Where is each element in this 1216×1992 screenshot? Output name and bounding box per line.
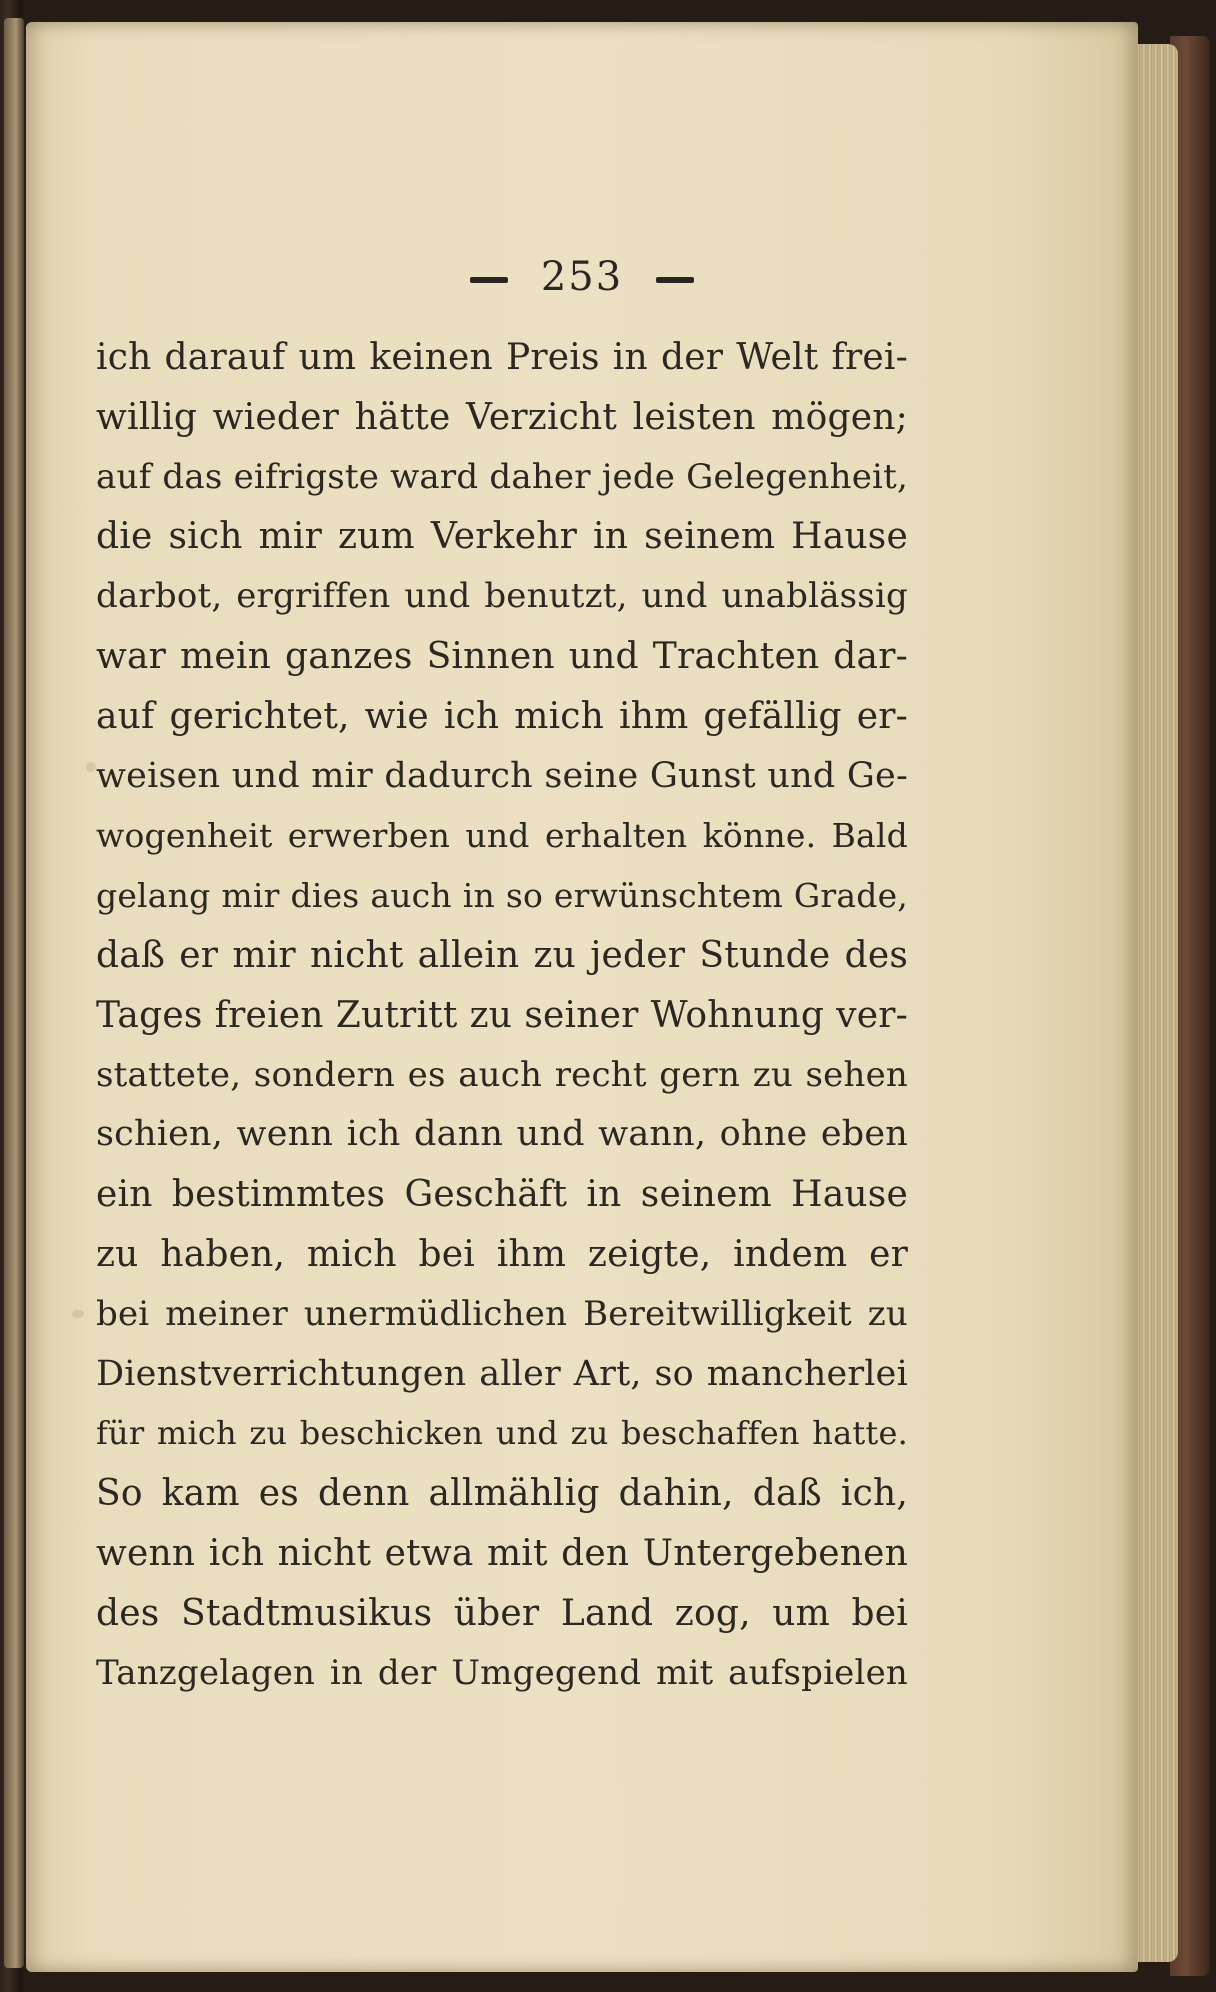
text-line: ein bestimmtes Geschäft in seinem Hause: [96, 1174, 908, 1216]
text-line: gelang mir dies auch in so erwünschtem Grade,: [96, 876, 908, 916]
book-page: [26, 22, 1138, 1972]
text-line: zu haben, mich bei ihm zeigte, indem er: [96, 1233, 908, 1275]
text-line: weisen und mir dadurch seine Gunst und Ge-: [96, 755, 908, 796]
text-line: schien, wenn ich dann und wann, ohne eben: [96, 1114, 908, 1155]
text-line: ich darauf um keinen Preis in der Welt frei-: [96, 337, 908, 378]
text-line: des Stadtmusikus über Land zog, um bei: [96, 1592, 908, 1634]
body-text: [96, 328, 908, 1703]
header-dash-left: [470, 277, 508, 283]
text-line: war mein ganzes Sinnen und Trachten dar-: [96, 635, 908, 677]
text-line: So kam es denn allmählig dahin, daß ich,: [96, 1473, 908, 1515]
text-line: willig wieder hätte Verzicht leisten mögen;: [96, 396, 908, 438]
text-line: Tanzgelagen in der Umgegend mit aufspielen: [96, 1652, 908, 1693]
text-line: stattete, sondern es auch recht gern zu sehen: [96, 1054, 908, 1095]
text-line: auf das eifrigste ward daher jede Gelegenheit,: [96, 456, 908, 497]
paper-stain: [72, 1310, 84, 1318]
page-number-header: [26, 254, 1138, 300]
paper-stain: [86, 762, 96, 772]
text-line: wenn ich nicht etwa mit den Untergebenen: [96, 1532, 908, 1574]
text-line: Dienstverrichtungen aller Art, so mancherlei: [96, 1353, 908, 1394]
text-line: auf gerichtet, wie ich mich ihm gefällig er-: [96, 695, 908, 737]
header-dash-right: [656, 277, 694, 283]
previous-page-edge: [4, 18, 24, 1968]
text-line: daß er mir nicht allein zu jeder Stunde des: [96, 934, 908, 976]
text-line: darbot, ergriffen und benutzt, und unablässig: [96, 576, 908, 617]
text-line: Tages freien Zutritt zu seiner Wohnung ver-: [96, 994, 908, 1036]
page-number: 253: [540, 254, 624, 300]
text-line: für mich zu beschicken und zu beschaffen hatte.: [96, 1414, 908, 1453]
text-line: wogenheit erwerben und erhalten könne. Bald: [96, 816, 908, 856]
text-line: bei meiner unermüdlichen Bereitwilligkeit zu: [96, 1293, 908, 1334]
text-line: die sich mir zum Verkehr in seinem Hause: [96, 516, 908, 558]
